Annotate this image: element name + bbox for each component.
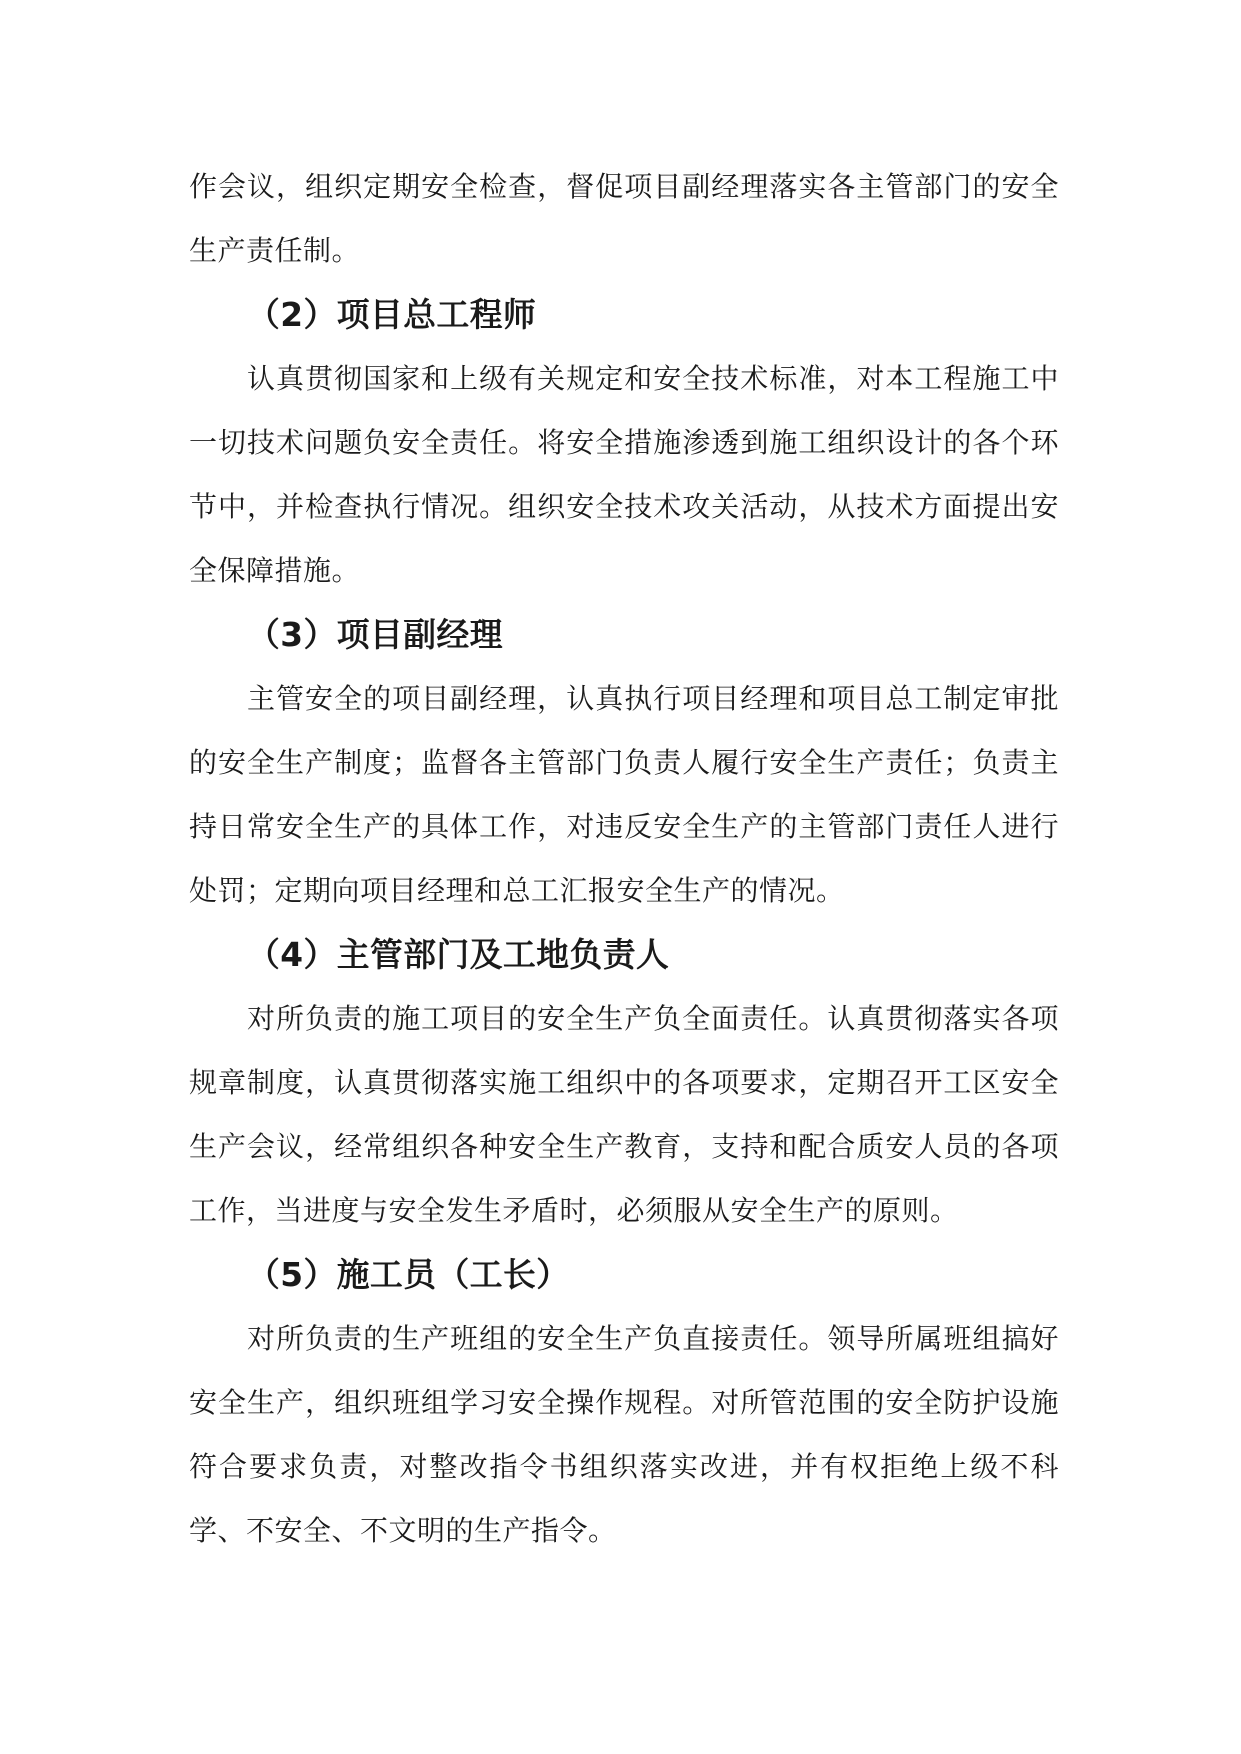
paragraph-department-head: 对所负责的施工项目的安全生产负全面责任。认真贯彻落实各项规章制度，认真贯彻落实施工组织中的各项要求，定期召开工区安全生产会议，经常组织各种安全生产教育，支持和配合质安人员的各项工作，当进度与安全发生矛盾时，必须服从安全生产的原则。 (189, 1002, 1059, 1227)
document-page (189, 155, 1059, 1563)
heading-chief-engineer: （2）项目总工程师 (247, 296, 537, 334)
paragraph-deputy-manager: 主管安全的项目副经理，认真执行项目经理和项目总工制定审批的安全生产制度；监督各主管部门负责人履行安全生产责任；负责主持日常安全生产的具体工作，对违反安全生产的主管部门责任人进行处罚；定期向项目经理和总工汇报安全生产的情况。 (189, 682, 1059, 907)
heading-deputy-manager: （3）项目副经理 (247, 616, 504, 654)
heading-department-head: （4）主管部门及工地负责人 (247, 936, 670, 974)
paragraph-continuation: 作会议，组织定期安全检查，督促项目副经理落实各主管部门的安全生产责任制。 (189, 170, 1059, 267)
paragraph-chief-engineer: 认真贯彻国家和上级有关规定和安全技术标准，对本工程施工中一切技术问题负安全责任。将安全措施渗透到施工组织设计的各个环节中，并检查执行情况。组织安全技术攻关活动，从技术方面提出安全保障措施。 (189, 362, 1059, 587)
paragraph-foreman: 对所负责的生产班组的安全生产负直接责任。领导所属班组搞好安全生产，组织班组学习安全操作规程。对所管范围的安全防护设施符合要求负责，对整改指令书组织落实改进，并有权拒绝上级不科学、不安全、不文明的生产指令。 (189, 1322, 1059, 1547)
heading-foreman: （5）施工员（工长） (247, 1256, 570, 1294)
